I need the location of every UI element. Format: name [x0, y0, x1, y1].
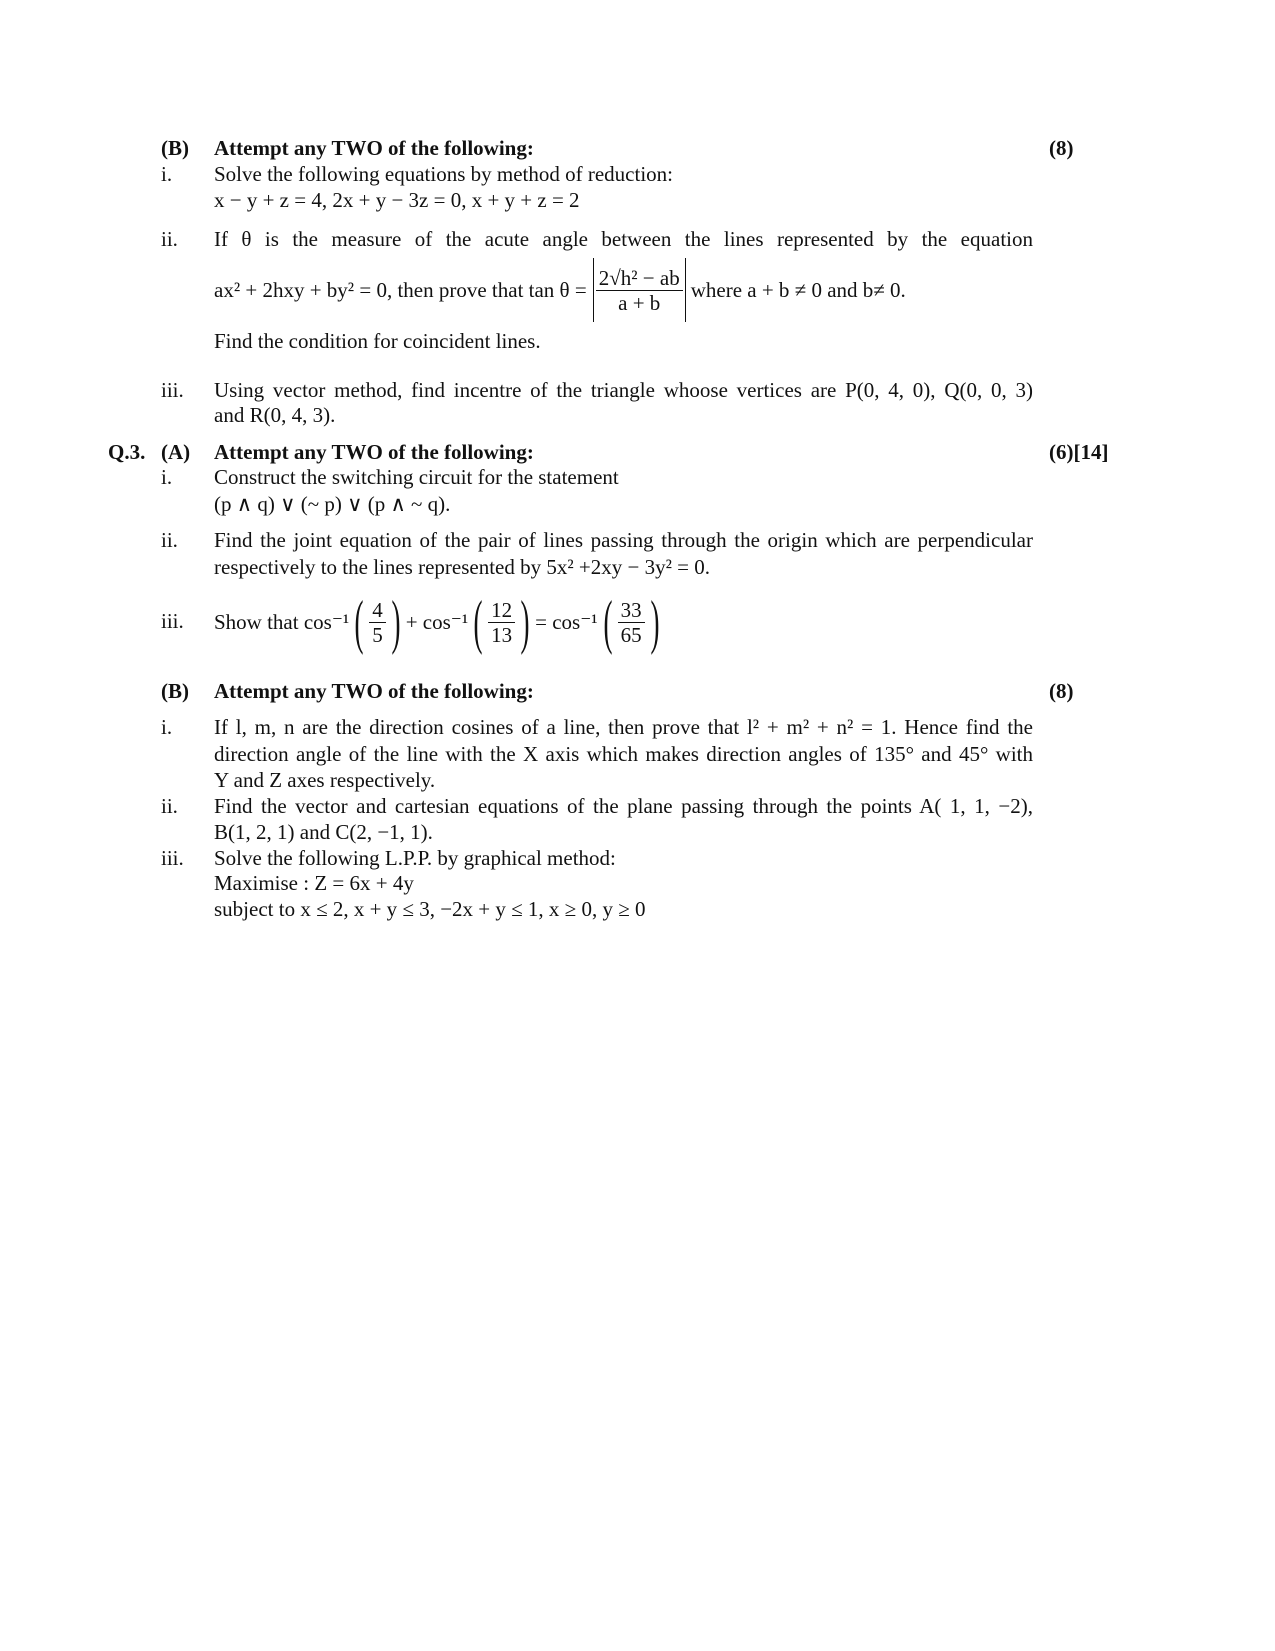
fraction-denominator: 13	[491, 622, 513, 647]
marks-label: (6)[14]	[1049, 440, 1109, 464]
formula-prefix: Show that cos⁻¹	[214, 609, 350, 634]
question-number: ii.	[161, 794, 178, 818]
formula-right: where a + b ≠ 0 and b≠ 0.	[690, 277, 906, 302]
constraints: subject to x ≤ 2, x + y ≤ 3, −2x + y ≤ 1, x ≥ 0, y ≥ 0	[214, 897, 646, 921]
question-text: Find the joint equation of the pair of lines passing through the origin which are perpendicular	[214, 528, 1033, 552]
formula-operator: = cos⁻¹	[535, 609, 598, 634]
inverse-cosine-identity	[214, 589, 665, 655]
question-number: i.	[161, 465, 173, 489]
fraction-numerator: 2√h² − ab	[596, 266, 683, 291]
question-text: direction angle of the line with the X axis which makes direction angles of 135° and 45° with	[214, 742, 1033, 766]
fraction	[488, 598, 515, 647]
question-text: and R(0, 4, 3).	[214, 403, 336, 427]
fraction-numerator: 33	[618, 598, 645, 623]
question-group-number: Q.3.	[108, 440, 146, 464]
marks-label: (8)	[1049, 679, 1074, 703]
marks-label: (8)	[1049, 136, 1074, 160]
question-number: ii.	[161, 528, 178, 552]
formula-operator: + cos⁻¹	[405, 609, 469, 634]
fraction	[618, 598, 645, 647]
question-text: Construct the switching circuit for the statement	[214, 465, 619, 489]
fraction-denominator: 65	[620, 622, 642, 647]
question-text: If l, m, n are the direction cosines of a line, then prove that l² + m² + n² = 1. Hence find the	[214, 715, 1033, 739]
question-number: i.	[161, 162, 173, 186]
abs-bar-right	[685, 258, 686, 322]
fraction-numerator: 12	[488, 598, 515, 623]
equation-line: x − y + z = 4, 2x + y − 3z = 0, x + y + z = 2	[214, 188, 580, 212]
question-text: respectively to the lines represented by 5x² +2xy − 3y² = 0.	[214, 555, 711, 579]
section-tag: (B)	[161, 136, 189, 160]
paren-open: (	[354, 589, 364, 655]
fraction-denominator: 5	[372, 622, 383, 647]
paren-close: )	[520, 589, 530, 655]
question-number: i.	[161, 715, 173, 739]
fraction-numerator: 4	[369, 598, 386, 623]
question-text: Using vector method, find incentre of the triangle whoose vertices are P(0, 4, 0), Q(0, 0, 3)	[214, 378, 1033, 402]
question-text: Solve the following equations by method of reduction:	[214, 162, 674, 186]
question-number: iii.	[161, 846, 184, 870]
tan-theta-formula	[214, 256, 906, 324]
section-tag: (A)	[161, 440, 191, 464]
section-heading: Attempt any TWO of the following:	[214, 440, 534, 464]
question-number: iii.	[161, 609, 184, 633]
objective-function: Maximise : Z = 6x + 4y	[214, 871, 414, 895]
question-text: Find the vector and cartesian equations of the plane passing through the points A( 1, 1, −2),	[214, 794, 1033, 818]
fraction	[596, 266, 683, 315]
paren-open: (	[603, 589, 613, 655]
question-number: iii.	[161, 378, 184, 402]
section-tag: (B)	[161, 679, 189, 703]
question-text: Find the condition for coincident lines.	[214, 329, 541, 353]
question-text: If θ is the measure of the acute angle between the lines represented by the equation	[214, 227, 1033, 251]
question-text: Solve the following L.P.P. by graphical method:	[214, 846, 616, 870]
section-heading: Attempt any TWO of the following:	[214, 679, 534, 703]
question-text: B(1, 2, 1) and C(2, −1, 1).	[214, 820, 433, 844]
question-text: Y and Z axes respectively.	[214, 768, 436, 792]
paren-close: )	[391, 589, 401, 655]
paren-close: )	[650, 589, 660, 655]
formula-left: ax² + 2hxy + by² = 0, then prove that tan θ =	[214, 277, 587, 302]
section-heading: Attempt any TWO of the following:	[214, 136, 534, 160]
logic-statement: (p ∧ q) ∨ (~ p) ∨ (p ∧ ~ q).	[214, 492, 451, 516]
paren-open: (	[473, 589, 483, 655]
abs-bar-left	[593, 258, 594, 322]
fraction-denominator: a + b	[618, 290, 661, 315]
fraction	[369, 598, 386, 647]
question-number: ii.	[161, 227, 178, 251]
